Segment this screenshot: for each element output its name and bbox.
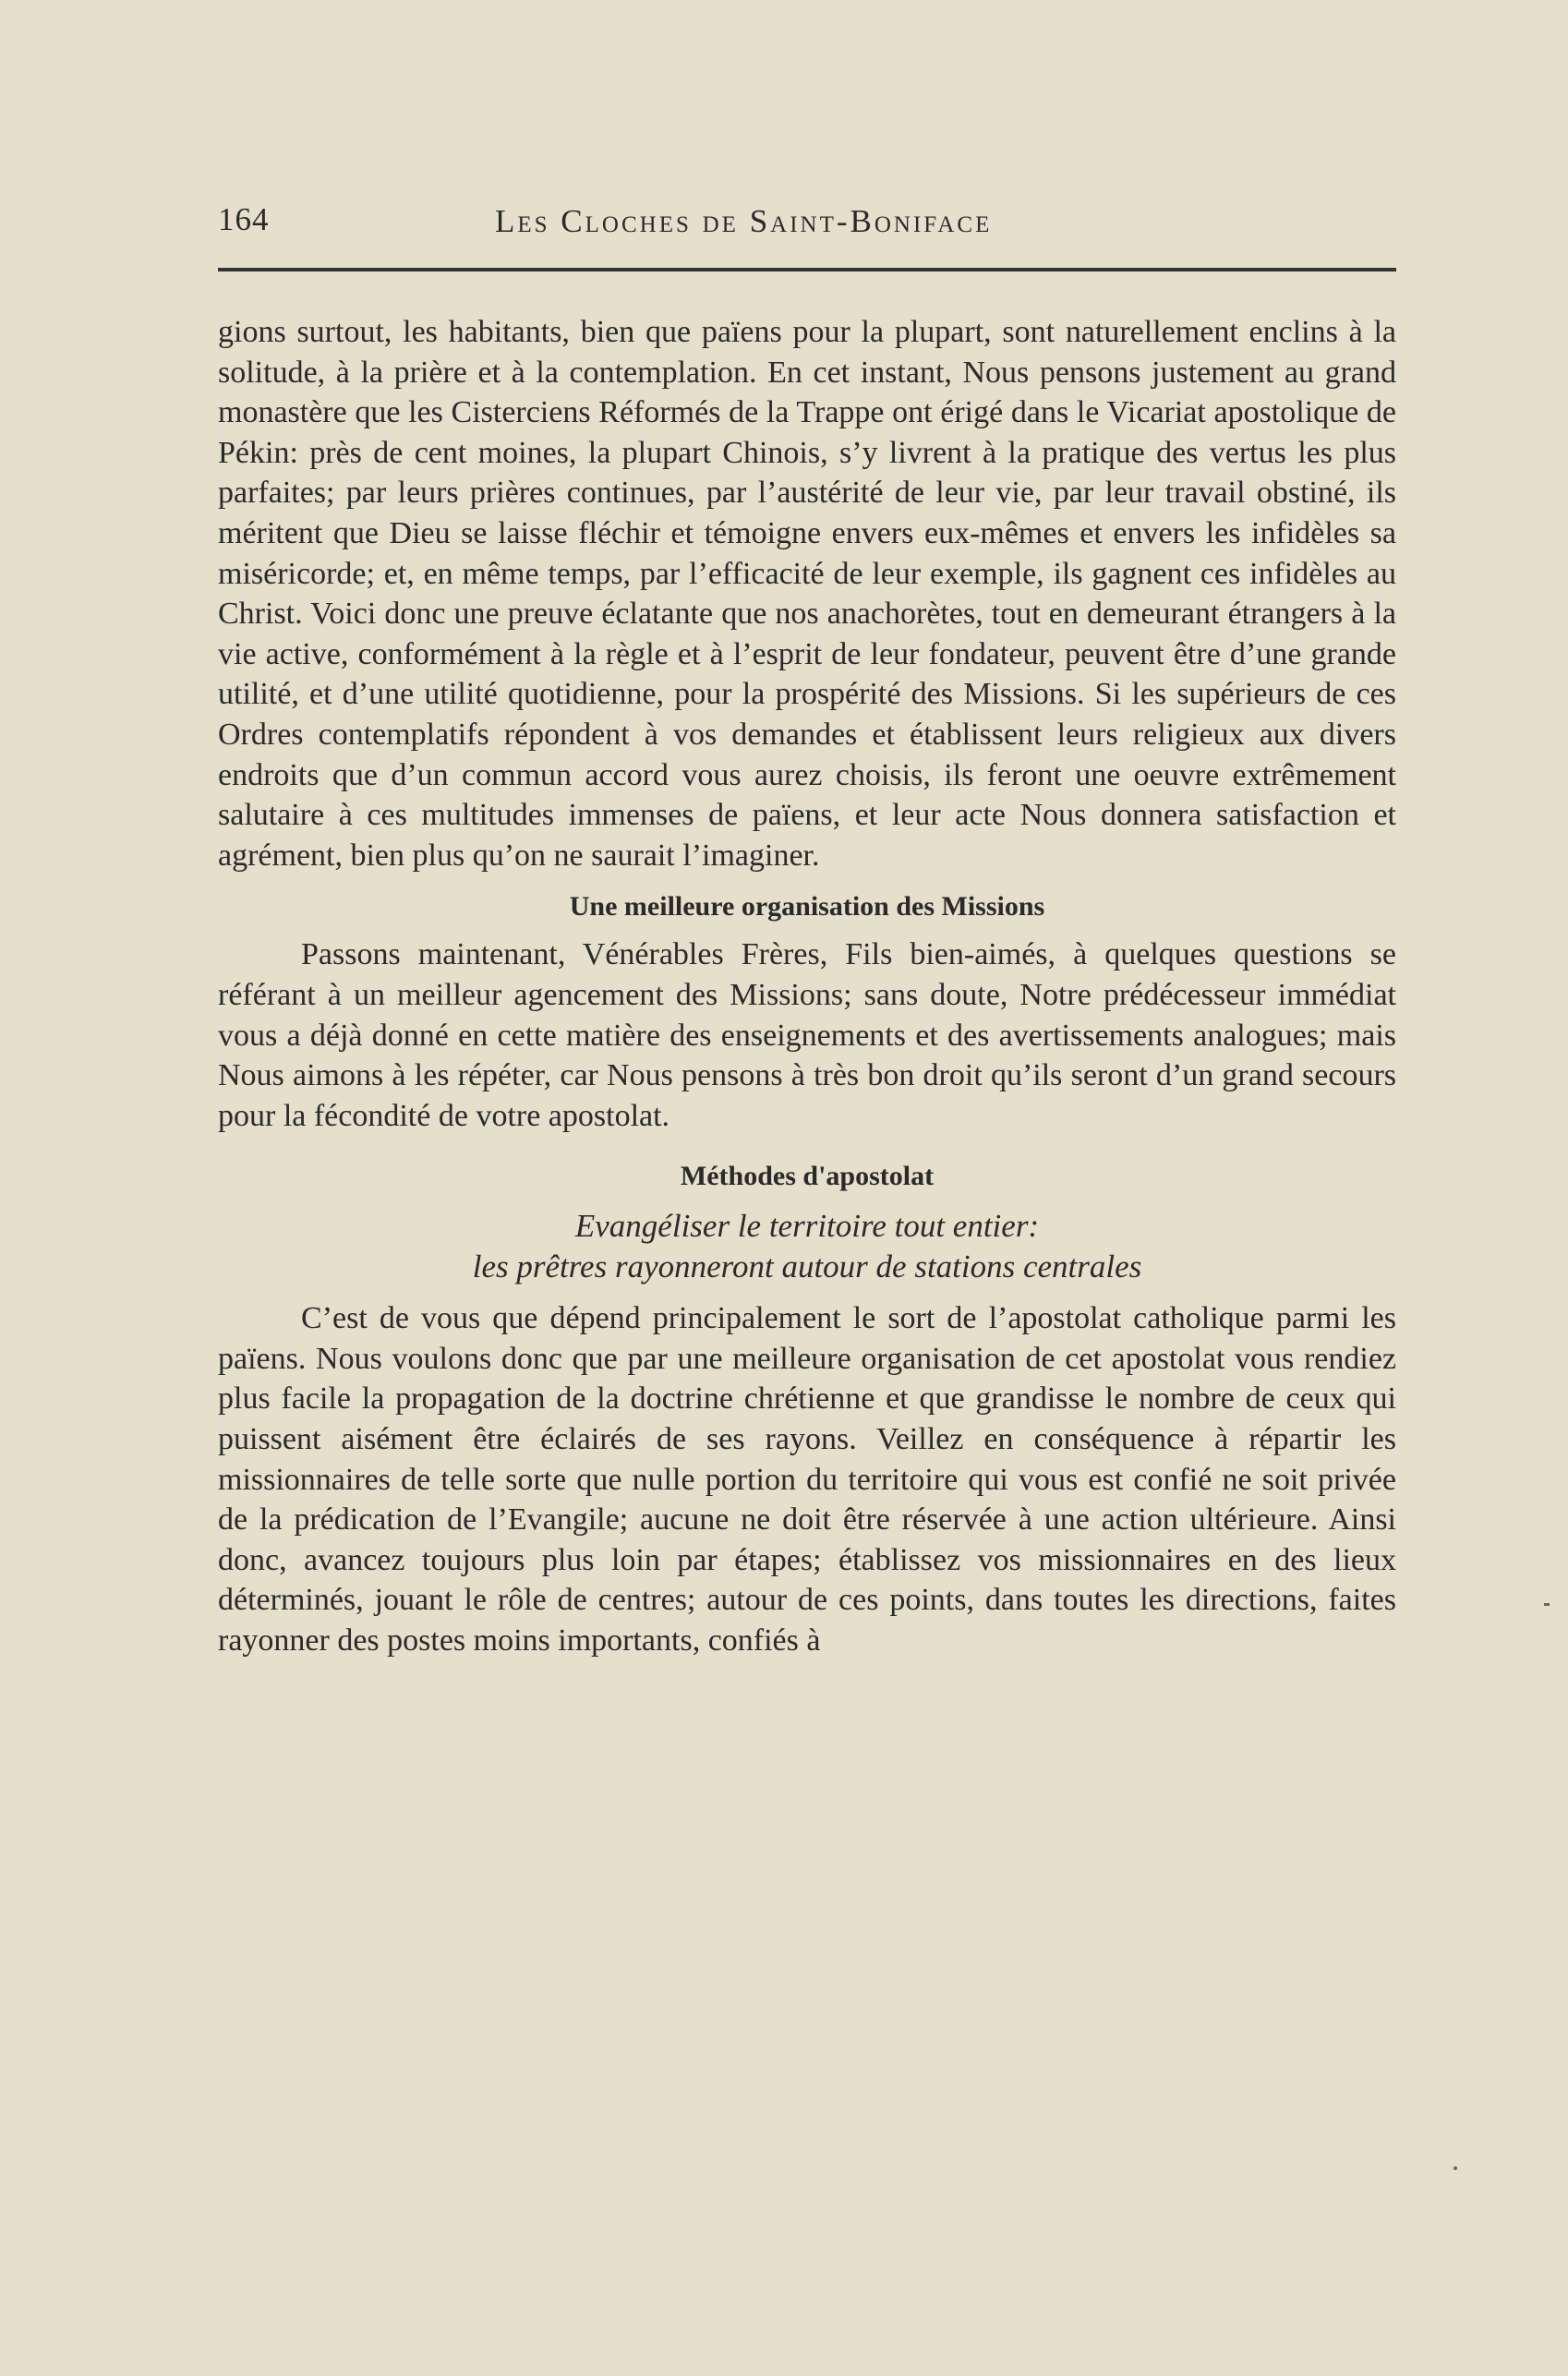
page-header — [218, 201, 1396, 253]
paragraph-apostolat: C’est de vous que dépend principalement le sort de l’apostolat catholique parmi les païens. Nous voulons donc que par une meilleure organisation de cet apostolat vous rendiez plus facile la propagation de la doctrine chrétienne et que grandisse le nombre de ceux qui puissent aisément être éclairés de ses rayons. Veillez en conséquence à répartir les missionnaires de telle sorte que nulle portion du territoire qui vous est confié ne soit privée de la prédication de l’Evangile; aucune ne doit être réservée à une action ultérieure. Ainsi donc, avancez toujours plus loin par étapes; établissez vos missionnaires en des lieux déterminés, jouant le rôle de centres; autour de ces points, dans toutes les directions, faites rayonner des postes moins importants, confiés à — [218, 1301, 1396, 1658]
paragraph-continued: gions surtout, les habitants, bien que païens pour la plupart, sont naturellement enclins à la solitude, à la prière et à la contemplation. En cet instant, Nous pensons justement au grand monastère que les Cisterciens Réformés de la Trappe ont érigé dans le Vicariat apostolique de Pékin: près de cent moines, la plupart Chinois, s’y livrent à la pratique des vertus les plus parfaites; par leurs prières continues, par l’austérité de leur vie, par leur travail obstiné, ils méritent que Dieu se laisse fléchir et témoigne envers eux-mêmes et envers les infidèles sa miséricorde; et, en même temps, par l’efficacité de leur exemple, ils gagnent ces infidèles au Christ. Voici donc une preuve éclatante que nos anachorètes, tout en demeurant étrangers à la vie active, conformément à la règle et à l’esprit de leur fondateur, peuvent être d’une grande utilité, et d’une utilité quotidienne, pour la prospérité des Missions. Si les supérieurs de ces Ordres contemplatifs répondent à vos demandes et établissent leurs religieux aux divers endroits que d’un commun accord vous aurez choisis, ils feront une oeuvre extrêmement salutaire à ces multitudes immenses de païens, et leur acte Nous donnera satisfaction et agrément, bien plus qu’on ne saurait l’imaginer. — [218, 315, 1396, 873]
subheading-line-2: les prêtres rayonneront autour de stations centrales — [472, 1248, 1142, 1285]
paper-speck — [1453, 2166, 1457, 2170]
paragraph-organisation: Passons maintenant, Vénérables Frères, Fils bien-aimés, à quelques questions se référant à un meilleur agencement des Missions; sans doute, Notre prédécesseur immédiat vous a déjà donné en cette matière des enseignements et des avertissements analogues; mais Nous aimons à les répéter, car Nous pensons à très bon droit qu’ils seront d’un grand secours pour la fécondité de votre apostolat. — [218, 937, 1396, 1133]
body-text — [218, 312, 1396, 1661]
running-title: Les Cloches de Saint-Boniface — [495, 203, 993, 239]
section-heading-organisation: Une meilleure organisation des Missions — [569, 891, 1045, 923]
paper-speck — [1544, 1603, 1550, 1606]
italic-subheading — [218, 1206, 1396, 1287]
page-number: 164 — [218, 201, 270, 237]
subheading-line-1: Evangéliser le territoire tout entier: — [574, 1208, 1040, 1245]
header-rule — [218, 268, 1396, 271]
section-heading-methodes: Méthodes d'apostolat — [680, 1161, 935, 1192]
